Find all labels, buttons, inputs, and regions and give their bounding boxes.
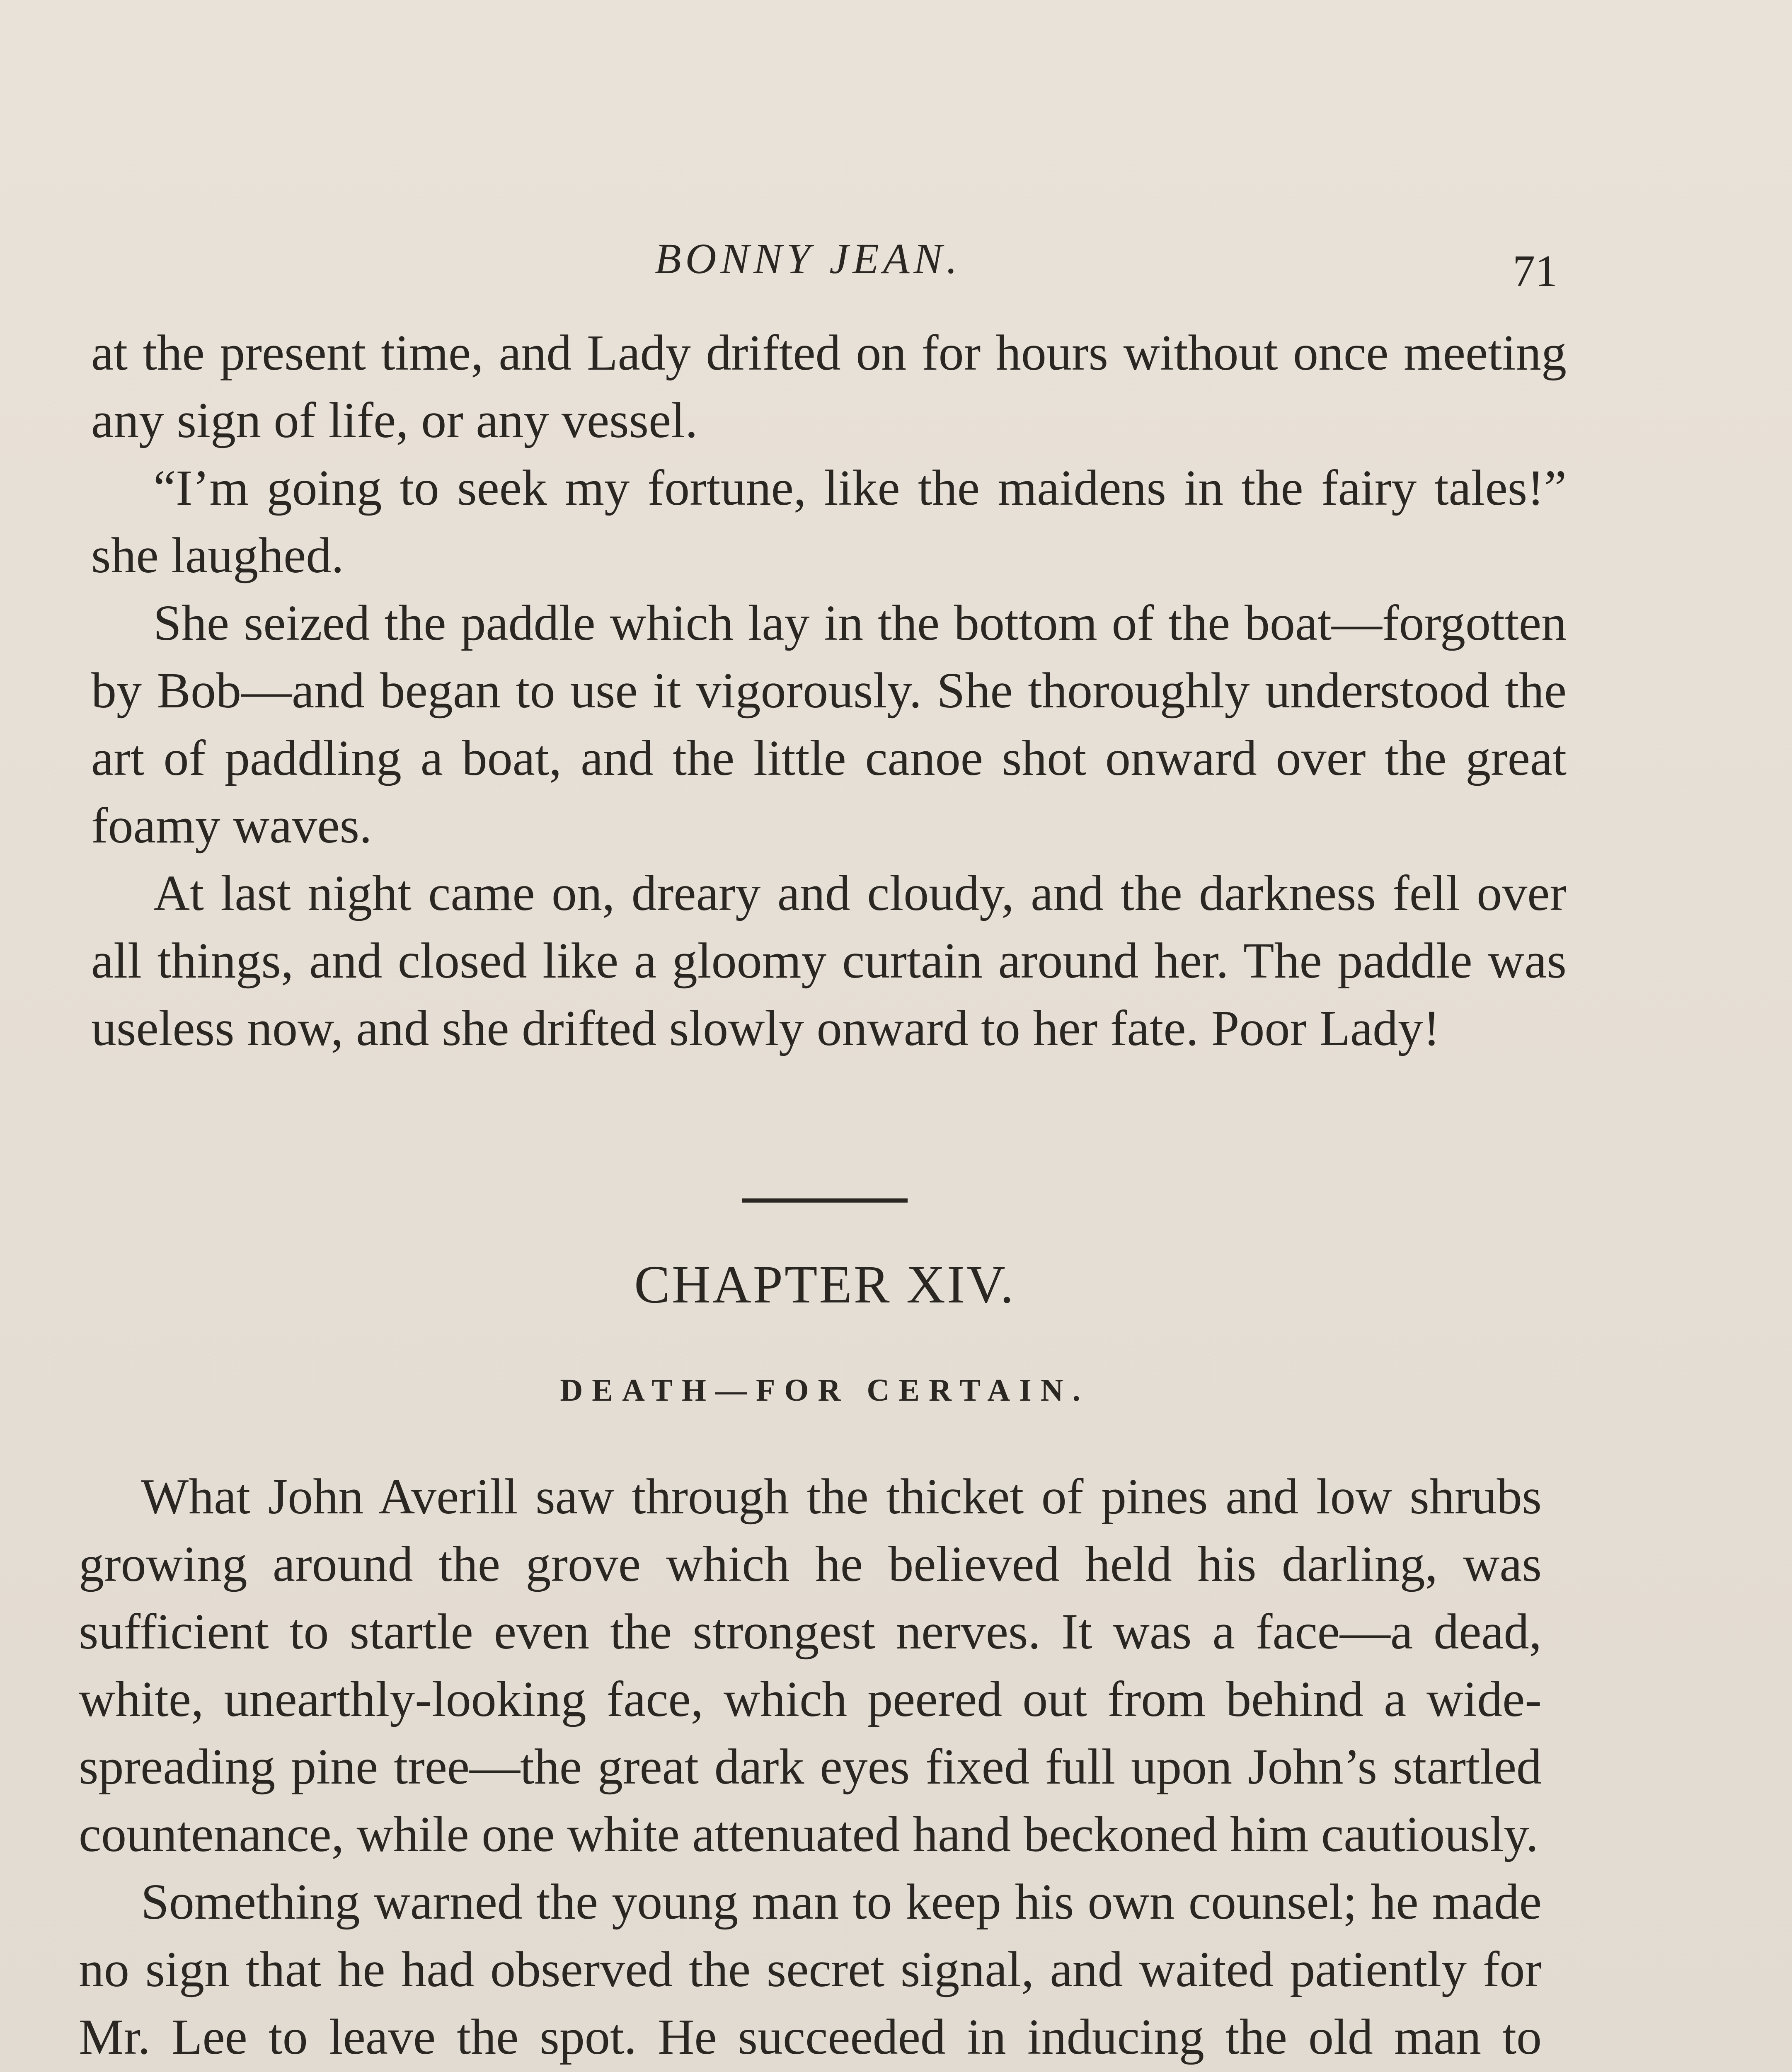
page-number: 71 [1513,247,1557,296]
text-block-top [91,319,1567,1062]
paragraph: Something warned the young man to keep his own counsel; he made no sign that he had observed the secret signal, and waited patiently for Mr. Lee to leave the spot. He succeeded in inducing the old man to [79,1874,1542,2065]
text-block-bottom [79,1463,1542,2072]
paragraph: What John Averill saw through the thicket of pines and low shrubs growing around the grove which he believed held his darling, was sufficient to startle even the strongest nerves. It was a face—a dead, white, unearthly-looking face, which peered out from behind a wide-spreading pine tree—the great dark eyes fixed full upon John’s startled countenance, while one white attenuated hand beckoned him cautiously. [79,1469,1542,1862]
chapter-subtitle: DEATH—FOR CERTAIN. [560,1373,1090,1408]
chapter-heading: CHAPTER XIV. [634,1255,1015,1314]
paragraph: She seized the paddle which lay in the bottom of the boat—forgotten by Bob—and began to use it vigorously. She thoroughly understood the art of paddling a boat, and the little canoe shot onward over the great foamy waves. [91,595,1567,854]
section-divider [742,1198,908,1203]
running-head [0,230,1792,296]
running-title: BONNY JEAN. [655,235,961,283]
paragraph: at the present time, and Lady drifted on for hours without once meeting any sign of life, or any vessel. [91,325,1567,448]
paragraph: At last night came on, dreary and cloudy, and the darkness fell over all things, and closed like a gloomy curtain around her. The paddle was useless now, and she drifted slowly onward to her fate. Poor Lady! [91,865,1567,1056]
paragraph: “I’m going to seek my fortune, like the maidens in the fairy tales!” she laughed. [91,460,1567,583]
